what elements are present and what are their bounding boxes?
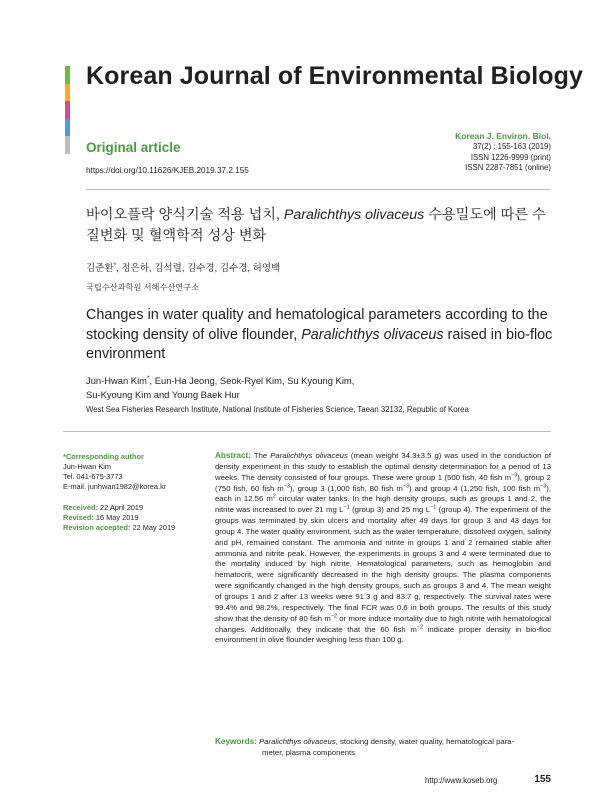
abstract-text: (group 3) and 25 mg L — [349, 505, 431, 515]
corresponding-heading: *Corresponding author — [63, 452, 144, 461]
abstract — [215, 451, 551, 646]
sidebar-info — [63, 452, 203, 533]
citation-block — [455, 131, 551, 174]
journal-abbrev: Korean J. Environ. Biol. — [455, 131, 551, 141]
corresponding-name: Jun-Hwan Kim — [63, 462, 112, 471]
keywords-label: Keywords: — [215, 737, 257, 746]
korean-authors-rest: , 정은하, 김석렬, 김수경, 김수경, 허영백 — [116, 263, 281, 274]
korean-title-pre: 바이오플락 양식기술 적용 넙치, — [86, 207, 284, 223]
journal-title: Korean Journal of Environmental Biology — [86, 62, 584, 90]
journal-color-bar — [65, 66, 70, 154]
abstract-label: Abstract: — [215, 451, 251, 460]
abstract-text: The — [253, 451, 271, 460]
english-authors-line1 — [86, 374, 354, 388]
keywords-species: Paralichthys olivaceus — [259, 737, 336, 746]
korean-title-species: Paralichthys olivaceus — [283, 207, 425, 223]
english-title-species: Paralichthys olivaceus — [301, 326, 444, 343]
abstract-text: or more induce mortality due to high nitrite with hematological changes. Additionally, they indicate that the 60 fish m — [215, 613, 551, 634]
abstract-text: ), group 2 (750 fish, 60 fish m — [215, 472, 551, 493]
abstract-exponent: 2 — [272, 493, 276, 500]
english-author-mark: * — [146, 374, 150, 382]
abstract-text: ), each in 12.56 m — [215, 483, 551, 504]
footer-url[interactable]: http://www.koseb.org — [425, 776, 498, 785]
abstract-exponent: −1 — [343, 504, 350, 511]
section-divider — [63, 431, 551, 432]
abstract-text: indicate proper density in bio-floc environment in olive flounder weighing less than 100 g. — [215, 624, 551, 645]
keywords-line2: meter, plasma components — [262, 747, 356, 757]
korean-author-mark: * — [113, 261, 117, 269]
issn-print: ISSN 1226-9999 (print) — [470, 152, 551, 162]
color-segment-blue — [65, 119, 70, 137]
page-number: 155 — [534, 774, 551, 785]
abstract-exponent: −1 — [430, 504, 437, 511]
header-divider — [86, 189, 551, 190]
abstract-exponent: −3 — [283, 482, 290, 489]
accepted-date — [63, 523, 203, 533]
received-value: 22 April 2019 — [99, 503, 144, 512]
issn-online: ISSN 2287-7851 (online) — [465, 163, 551, 173]
english-author-first: Jun-Hwan Kim — [86, 375, 147, 386]
korean-authors — [86, 260, 280, 274]
color-segment-pink — [65, 101, 70, 119]
korean-title-post: 수용밀도에 따른 수질변화 및 혈액학적 성상 변화 — [86, 207, 546, 244]
received-label: Received: — [63, 503, 98, 512]
revised-value: 16 May 2019 — [95, 513, 139, 522]
keywords-line1-rest: , stocking density, water quality, hematological para- — [335, 737, 515, 746]
accepted-label: Revision accepted: — [63, 523, 131, 532]
abstract-species: Paralichthys olivaceus — [270, 451, 348, 460]
received-date — [63, 503, 203, 513]
abstract-exponent: −2 — [416, 623, 423, 630]
abstract-exponent: −2 — [330, 613, 338, 620]
abstract-text: ) and group 4 (1,250 fish, 100 fish m — [409, 483, 541, 493]
english-title-post: raised in bio-floc environment — [86, 326, 553, 362]
abstract-text: circular water tanks. In the high density groups, such as groups 1 and 2, the nitrite was increased to over 21 mg L — [215, 494, 551, 515]
english-title-pre: Changes in water quality and hematological parameters according to the stocking density of olive flounder, — [86, 307, 548, 343]
color-segment-orange — [65, 84, 70, 102]
english-title — [86, 306, 561, 365]
article-type: Original article — [86, 140, 181, 155]
korean-author-first: 김준환 — [86, 263, 114, 274]
english-affiliation: West Sea Fisheries Research Institute, National Institute of Fisheries Science, Taean 32132, Republic of Korea — [86, 405, 469, 414]
keywords — [215, 737, 551, 759]
abstract-exponent: −3 — [540, 482, 547, 489]
revised-date — [63, 513, 203, 523]
color-segment-green — [65, 66, 70, 84]
volume-pages: 37(2) : 155-163 (2019) — [472, 141, 551, 151]
abstract-exponent: −3 — [511, 472, 518, 479]
abstract-exponent: −3 — [402, 482, 410, 489]
korean-affiliation: 국립수산과학원 서해수산연구소 — [86, 283, 200, 292]
english-authors-line1-rest: , Eun-Ha Jeong, Seok-Ryel Kim, Su Kyoung Kim, — [149, 375, 355, 386]
accepted-value: 22 May 2019 — [132, 523, 176, 532]
english-authors-line2: Su-Kyoung Kim and Young Baek Hur — [86, 388, 240, 400]
corresponding-tel: Tel. 041-675-3773 — [63, 472, 123, 481]
abstract-text: (group 4). The experiment of the groups was terminated by skin ulcers and mortality after 49 days for group 3 and 43 days for group 4. The water quality environment, such as the water temperature, dissolved oxygen, salinity and pH, remained constant. The ammonia and nitrite in groups 1 and 2 remained stable after ammonia and nitrite peak. However, the experiments in groups 3 and 4 were terminated due to the mortality induced by high nitrite. Hematological parameters, such as hemoglobin and hematocrit, were significantly decreased in the high density groups. The plasma components were significantly changed in the high density groups, such as groups 3 and 4. The mean weight of groups 1 and 2 after 13 weeks were 91.3 g and 83.7 g, respectively. The survival rates were 99.4% and 98.2%, respectively. The final FCR was 0.6 in both groups. The results of this study show that the density of 80 fish m — [215, 505, 551, 623]
corresponding-email[interactable]: E-mail. junhwan1982@korea.kr — [63, 482, 167, 491]
revised-label: Revised: — [63, 513, 94, 522]
keywords-line1 — [215, 737, 551, 748]
abstract-text: ), group 3 (1,000 fish, 80 fish m — [289, 483, 403, 493]
abstract-text: (mean weight 34.3±3.5 g) was used in the conduction of density experiment in this study to establish the optimal density determination for a period of 13 weeks. The density consisted of four groups. These were group 1 (500 fish, 40 fish m — [215, 451, 551, 482]
doi-link[interactable]: https://doi.org/10.11626/KJEB.2019.37.2.155 — [86, 166, 249, 175]
korean-title — [86, 205, 556, 247]
english-authors — [86, 374, 354, 401]
color-segment-gray — [65, 136, 70, 154]
